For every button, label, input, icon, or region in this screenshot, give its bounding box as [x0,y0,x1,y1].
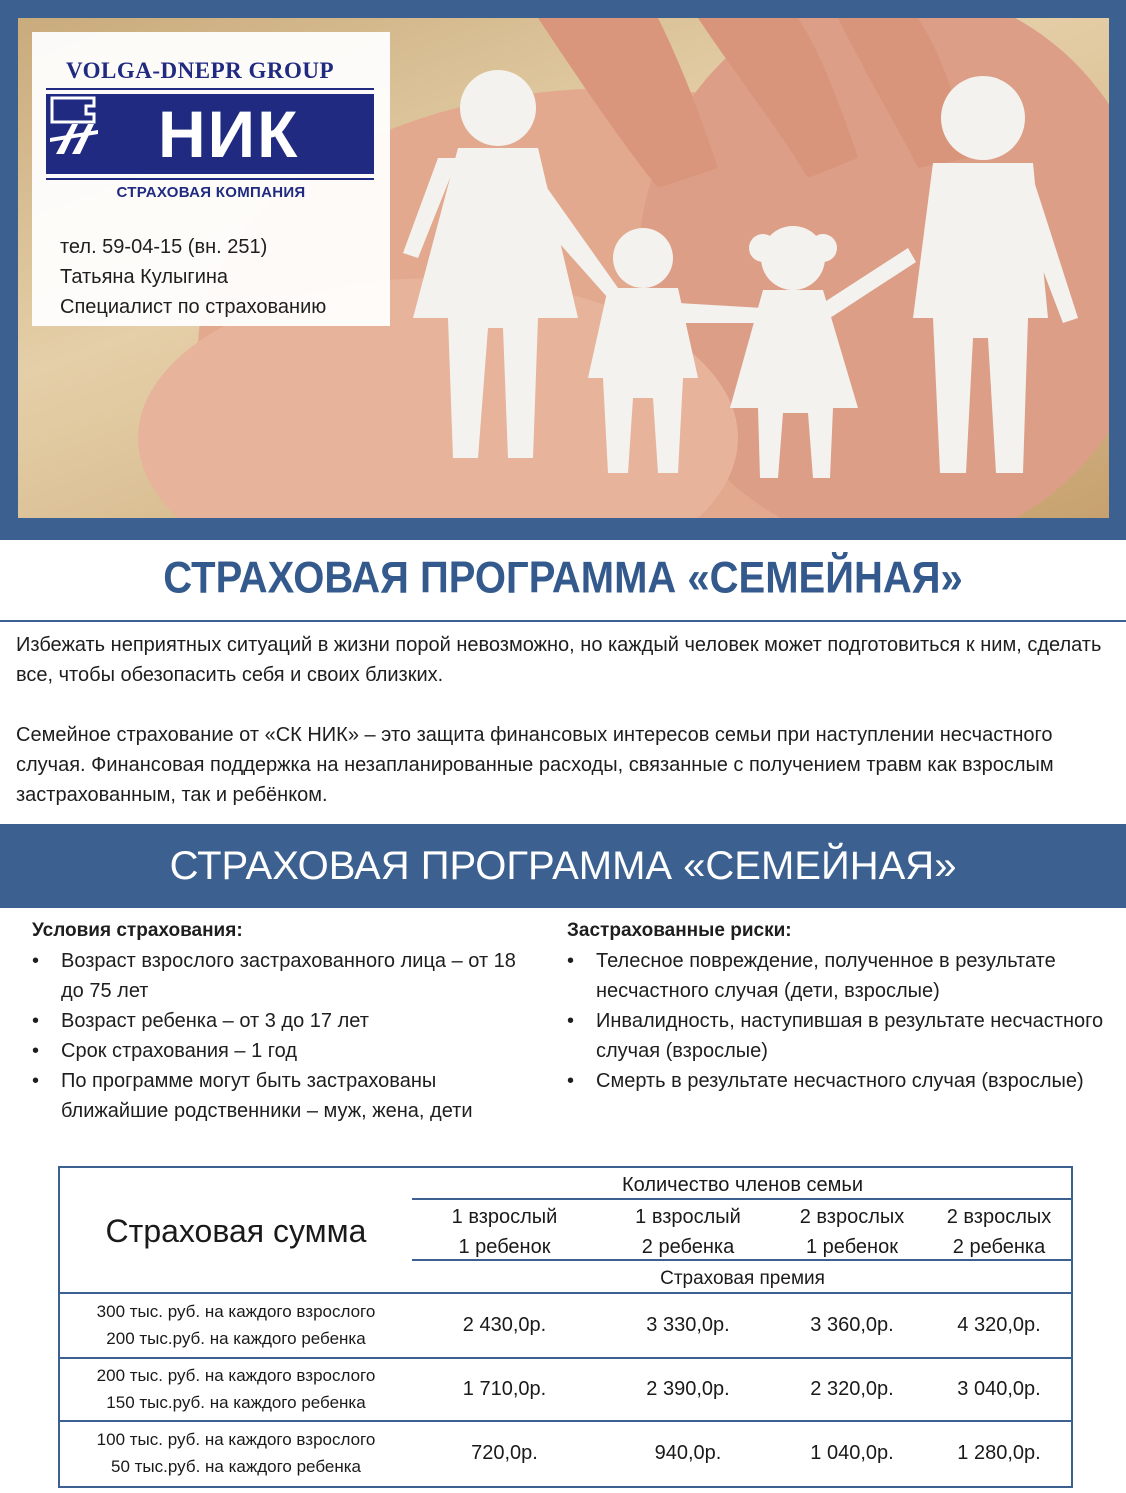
row-label-line1: 300 тыс. руб. на каждого взрослого [96,1302,376,1321]
row-label-line2: 150 тыс.руб. на каждого ребенка [106,1393,366,1412]
column-header [412,1202,597,1262]
column-header-line2: 2 ребенка [952,1236,1046,1258]
logo-emblem-icon [46,94,106,158]
members-header: Количество членов семьи [622,1174,863,1196]
list-item: • Срок страхования – 1 год [32,1036,532,1066]
table-cell: 3 360,0р. [810,1314,894,1336]
intro-paragraph-1: Избежать неприятных ситуаций в жизни порой невозможно, но каждый человек может подготовиться к ним, сделать все, чтобы обезопасить себя и своих близких. [16,634,1102,686]
contact-name: Татьяна Кулыгина [60,266,229,288]
table-cell: 4 320,0р. [957,1314,1041,1336]
section-banner: СТРАХОВАЯ ПРОГРАММА «СЕМЕЙНАЯ» [0,824,1126,908]
column-header-line1: 2 взрослых [946,1206,1052,1228]
column-header-line2: 1 ребенок [806,1236,898,1258]
logo-brand-text: НИК [158,97,300,171]
column-header [925,1202,1073,1262]
table-row-label [60,1426,412,1480]
list-item: • Смерть в результате несчастного случая (взрослые) [567,1066,1117,1096]
table-row-label [60,1362,412,1416]
risks-list [567,946,1117,1096]
conditions-heading: Условия страхования: [32,920,243,941]
hero-photo [18,18,1109,518]
conditions-section [32,916,532,1126]
page-title: СТРАХОВАЯ ПРОГРАММА «СЕМЕЙНАЯ» [163,553,963,603]
column-header [597,1202,779,1262]
table-cell: 720,0р. [471,1442,538,1464]
logo-rule-bottom [46,178,374,180]
company-logo [46,94,374,174]
contact-phone: тел. 59-04-15 (вн. 251) [60,236,268,258]
column-header-line2: 2 ребенка [641,1236,735,1258]
premium-table [58,1166,1073,1488]
column-header-line2: 1 ребенок [458,1236,551,1258]
conditions-list [32,946,532,1126]
column-header-line1: 1 взрослый [635,1206,741,1228]
list-item: • Возраст взрослого застрахованного лица – от 18 до 75 лет [32,946,532,1006]
list-item: • Возраст ребенка – от 3 до 17 лет [32,1006,532,1036]
intro-paragraph-2: Семейное страхование от «СК НИК» – это защита финансовых интересов семьи при наступлении несчастного случая. Финансовая поддержка на незапланированные расходы, связанные с получением травм как взрослым застрахованным, так и ребёнком. [16,724,1054,806]
table-cell: 3 330,0р. [646,1314,730,1336]
column-header-line1: 2 взрослых [799,1206,905,1228]
table-cell: 1 040,0р. [810,1442,894,1464]
risks-heading: Застрахованные риски: [567,920,792,941]
row-divider [60,1420,1073,1422]
row-label-line2: 50 тыс.руб. на каждого ребенка [111,1457,361,1476]
list-item: • Инвалидность, наступившая в результате несчастного случая (взрослые) [567,1006,1117,1066]
logo-rule-top [46,88,374,90]
header-divider [412,1198,1073,1200]
contact-position: Специалист по страхованию [60,296,327,318]
row-label-line1: 100 тыс. руб. на каждого взрослого [96,1430,376,1449]
table-cell: 1 710,0р. [462,1378,547,1400]
table-cell: 2 320,0р. [810,1378,894,1400]
column-header-line1: 1 взрослый [451,1206,558,1228]
table-cell: 3 040,0р. [957,1378,1041,1400]
row-label-line1: 200 тыс. руб. на каждого взрослого [96,1366,376,1385]
premium-header: Страховая премия [660,1268,825,1289]
sum-header: Страховая сумма [105,1213,367,1249]
table-cell: 940,0р. [654,1442,722,1464]
table-row-label [60,1298,412,1352]
risks-section [567,916,1117,1096]
table-cell: 2 390,0р. [646,1378,730,1400]
list-item: • Телесное повреждение, полученное в результате несчастного случая (дети, взрослые) [567,946,1117,1006]
contact-info [60,232,326,322]
list-item: • По программе могут быть застрахованы ближайшие родственники – муж, жена, дети [32,1066,532,1126]
row-divider [60,1357,1073,1359]
table-cell: 1 280,0р. [957,1442,1041,1464]
row-label-line2: 200 тыс.руб. на каждого ребенка [106,1329,366,1348]
title-divider [0,620,1126,622]
hero-banner [0,0,1126,540]
logo-subtitle: СТРАХОВАЯ КОМПАНИЯ [116,184,306,201]
logo-card [32,32,390,326]
intro-text [16,630,1116,840]
column-header [779,1202,925,1262]
table-cell: 2 430,0р. [462,1314,547,1336]
logo-group-name: VOLGA-DNEPR GROUP [66,58,335,83]
